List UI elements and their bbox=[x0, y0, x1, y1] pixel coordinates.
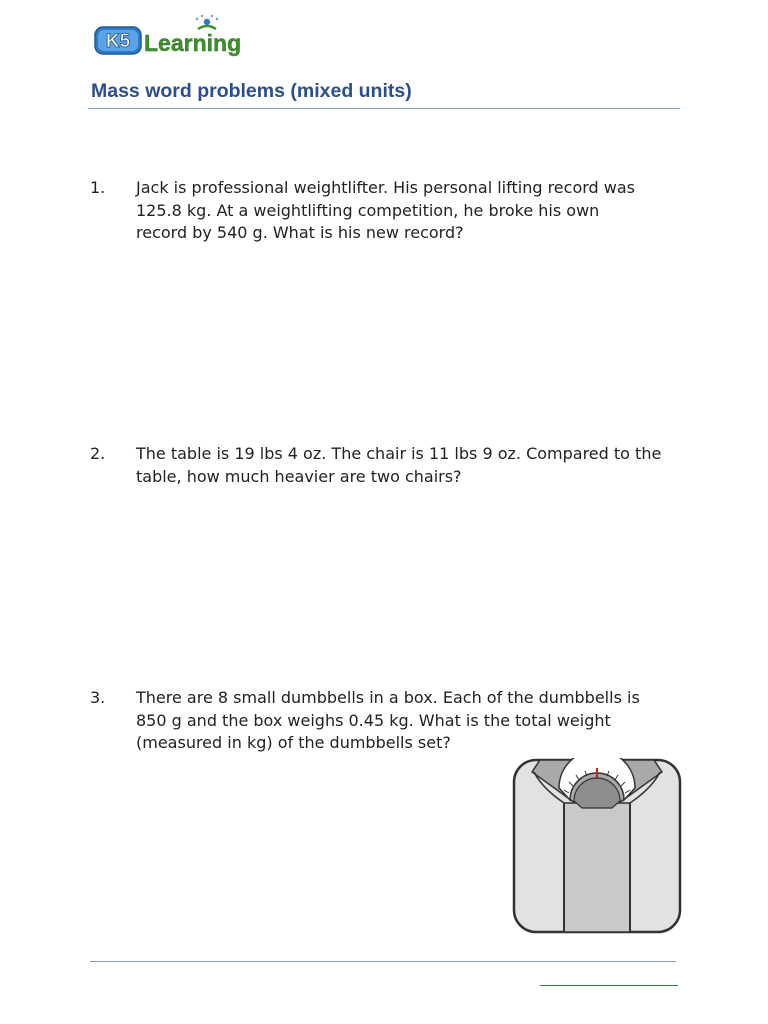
logo-word-text: Learning bbox=[144, 30, 242, 56]
problem-number: 3. bbox=[90, 688, 106, 707]
problem-line: There are 8 small dumbbells in a box. Each of the dumbbells is bbox=[136, 688, 640, 707]
problem-number: 2. bbox=[90, 444, 106, 463]
bathroom-scale-icon bbox=[512, 758, 682, 934]
problem-line: The table is 19 lbs 4 oz. The chair is 11 lbs 9 oz. Compared to the bbox=[136, 444, 662, 463]
problem-text bbox=[136, 443, 696, 488]
footer-divider bbox=[90, 961, 676, 962]
logo-badge-text: K5 bbox=[105, 31, 131, 52]
page-title: Mass word problems (mixed units) bbox=[91, 80, 412, 102]
problem-text bbox=[136, 687, 696, 755]
k5-learning-logo bbox=[94, 14, 256, 60]
problem-line: (measured in kg) of the dumbbells set? bbox=[136, 733, 451, 752]
problem-line: 850 g and the box weighs 0.45 kg. What is the total weight bbox=[136, 710, 611, 730]
title-divider bbox=[88, 108, 680, 109]
logo-figure-icon bbox=[196, 15, 218, 29]
problem-line: Jack is professional weightlifter. His personal lifting record was bbox=[136, 178, 635, 197]
problem-line: record by 540 g. What is his new record? bbox=[136, 223, 464, 242]
footer-link-underline[interactable] bbox=[540, 985, 678, 986]
problem-text bbox=[136, 177, 696, 245]
problem-line: table, how much heavier are two chairs? bbox=[136, 466, 462, 486]
problem-number: 1. bbox=[90, 178, 106, 197]
problem-line: 125.8 kg. At a weightlifting competition, he broke his own bbox=[136, 200, 600, 220]
